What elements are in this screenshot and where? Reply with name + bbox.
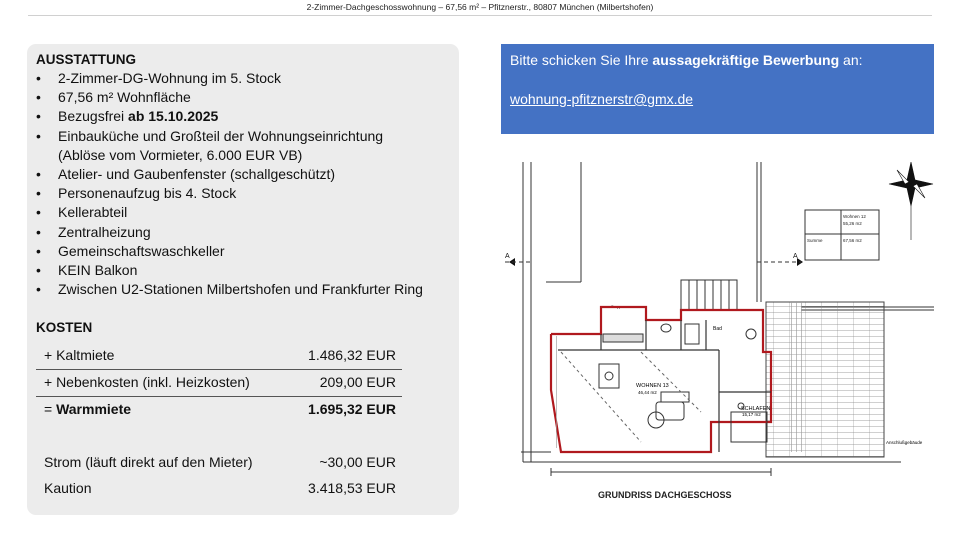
list-item: • Einbauküche und Großteil der Wohnungseinrichtung: [36, 127, 384, 144]
top-title: 2-Zimmer-Dachgeschosswohnung – 67,56 m² – Pfitznerstr., 80807 München (Milbertshofen): [306, 2, 654, 12]
cost-row-nebenkosten: [36, 370, 402, 397]
list-item: • 67,56 m² Wohnfläche: [36, 89, 191, 106]
staircase-label: Treppe: [611, 304, 624, 309]
cost-label: Kaution: [44, 480, 92, 496]
roof-hatch-area: [766, 302, 884, 457]
svg-text:Summe: Summe: [807, 238, 823, 243]
list-item: • Zentralheizung: [36, 223, 151, 240]
room-label-wohnen: WOHNEN 13: [636, 383, 669, 389]
roof-hatch-strip: [791, 302, 803, 452]
svg-text:A: A: [505, 253, 510, 260]
cost-label: Warmmiete: [56, 401, 132, 417]
svg-text:55,26 m2: 55,26 m2: [843, 221, 862, 226]
cost-label: Strom (läuft direkt auf den Mieter): [44, 454, 253, 470]
cost-value: 209,00 EUR: [319, 374, 396, 390]
cost-label: + Nebenkosten (inkl. Heizkosten): [44, 374, 250, 390]
top-divider: [28, 15, 932, 16]
floorplan-title: GRUNDRISS DACHGESCHOSS: [598, 490, 732, 500]
list-item: • 2-Zimmer-DG-Wohnung im 5. Stock: [36, 70, 282, 86]
email-link[interactable]: wohnung-pfitznerstr@gmx.de: [510, 91, 694, 107]
ausstattung-heading: AUSSTATTUNG: [36, 52, 136, 67]
list-item: • KEIN Balkon: [36, 262, 138, 279]
feature-list: [36, 69, 423, 299]
cost-value: ~30,00 EUR: [319, 454, 396, 470]
contact-box: [501, 44, 934, 134]
svg-text:A: A: [793, 253, 798, 260]
anschluss-label: Anschlußgebäude: [886, 440, 923, 445]
cost-label: + Kaltmiete: [44, 347, 115, 363]
cost-row-warmmiete: [36, 397, 402, 423]
kitchen-counter: [603, 334, 643, 342]
room-label-schlafen: SCHLAFEN: [741, 406, 771, 412]
area-legend: [805, 210, 879, 260]
cost-prefix: =: [44, 401, 57, 417]
cost-value: 1.695,32 EUR: [308, 401, 396, 417]
svg-text:67,56 m2: 67,56 m2: [843, 238, 862, 243]
floor-plan: [501, 162, 934, 505]
list-item: • Atelier- und Gaubenfenster (schallgeschützt): [36, 166, 336, 183]
svg-text:Wohnen 12: Wohnen 12: [843, 214, 866, 219]
list-item: • Kellerabteil: [36, 204, 128, 221]
cost-value: 3.418,53 EUR: [308, 480, 396, 496]
room-area-schlafen: 15,17 m2: [742, 412, 761, 417]
cost-value: 1.486,32 EUR: [308, 347, 396, 363]
cost-row-kaution: [36, 476, 402, 502]
cost-row-kaltmiete: [36, 343, 402, 370]
room-area-wohnen: 46,44 m2: [638, 390, 657, 395]
list-item: • Bezugsfrei ab 15.10.2025: [36, 108, 219, 125]
bad-label: Bad: [713, 326, 722, 332]
kosten-heading: KOSTEN: [36, 320, 93, 335]
list-item: • Personenaufzug bis 4. Stock: [36, 185, 237, 202]
list-item: • Zwischen U2-Stationen Milbertshofen und Frankfurter Ring: [36, 281, 423, 298]
cost-row-strom: [36, 450, 402, 476]
list-item: • Gemeinschaftswaschkeller: [36, 242, 225, 259]
contact-text: Bitte schicken Sie Ihre aussagekräftige Bewerbung an:: [510, 52, 863, 68]
list-item-continuation: (Ablöse vom Vormieter, 6.000 EUR VB): [58, 146, 303, 163]
